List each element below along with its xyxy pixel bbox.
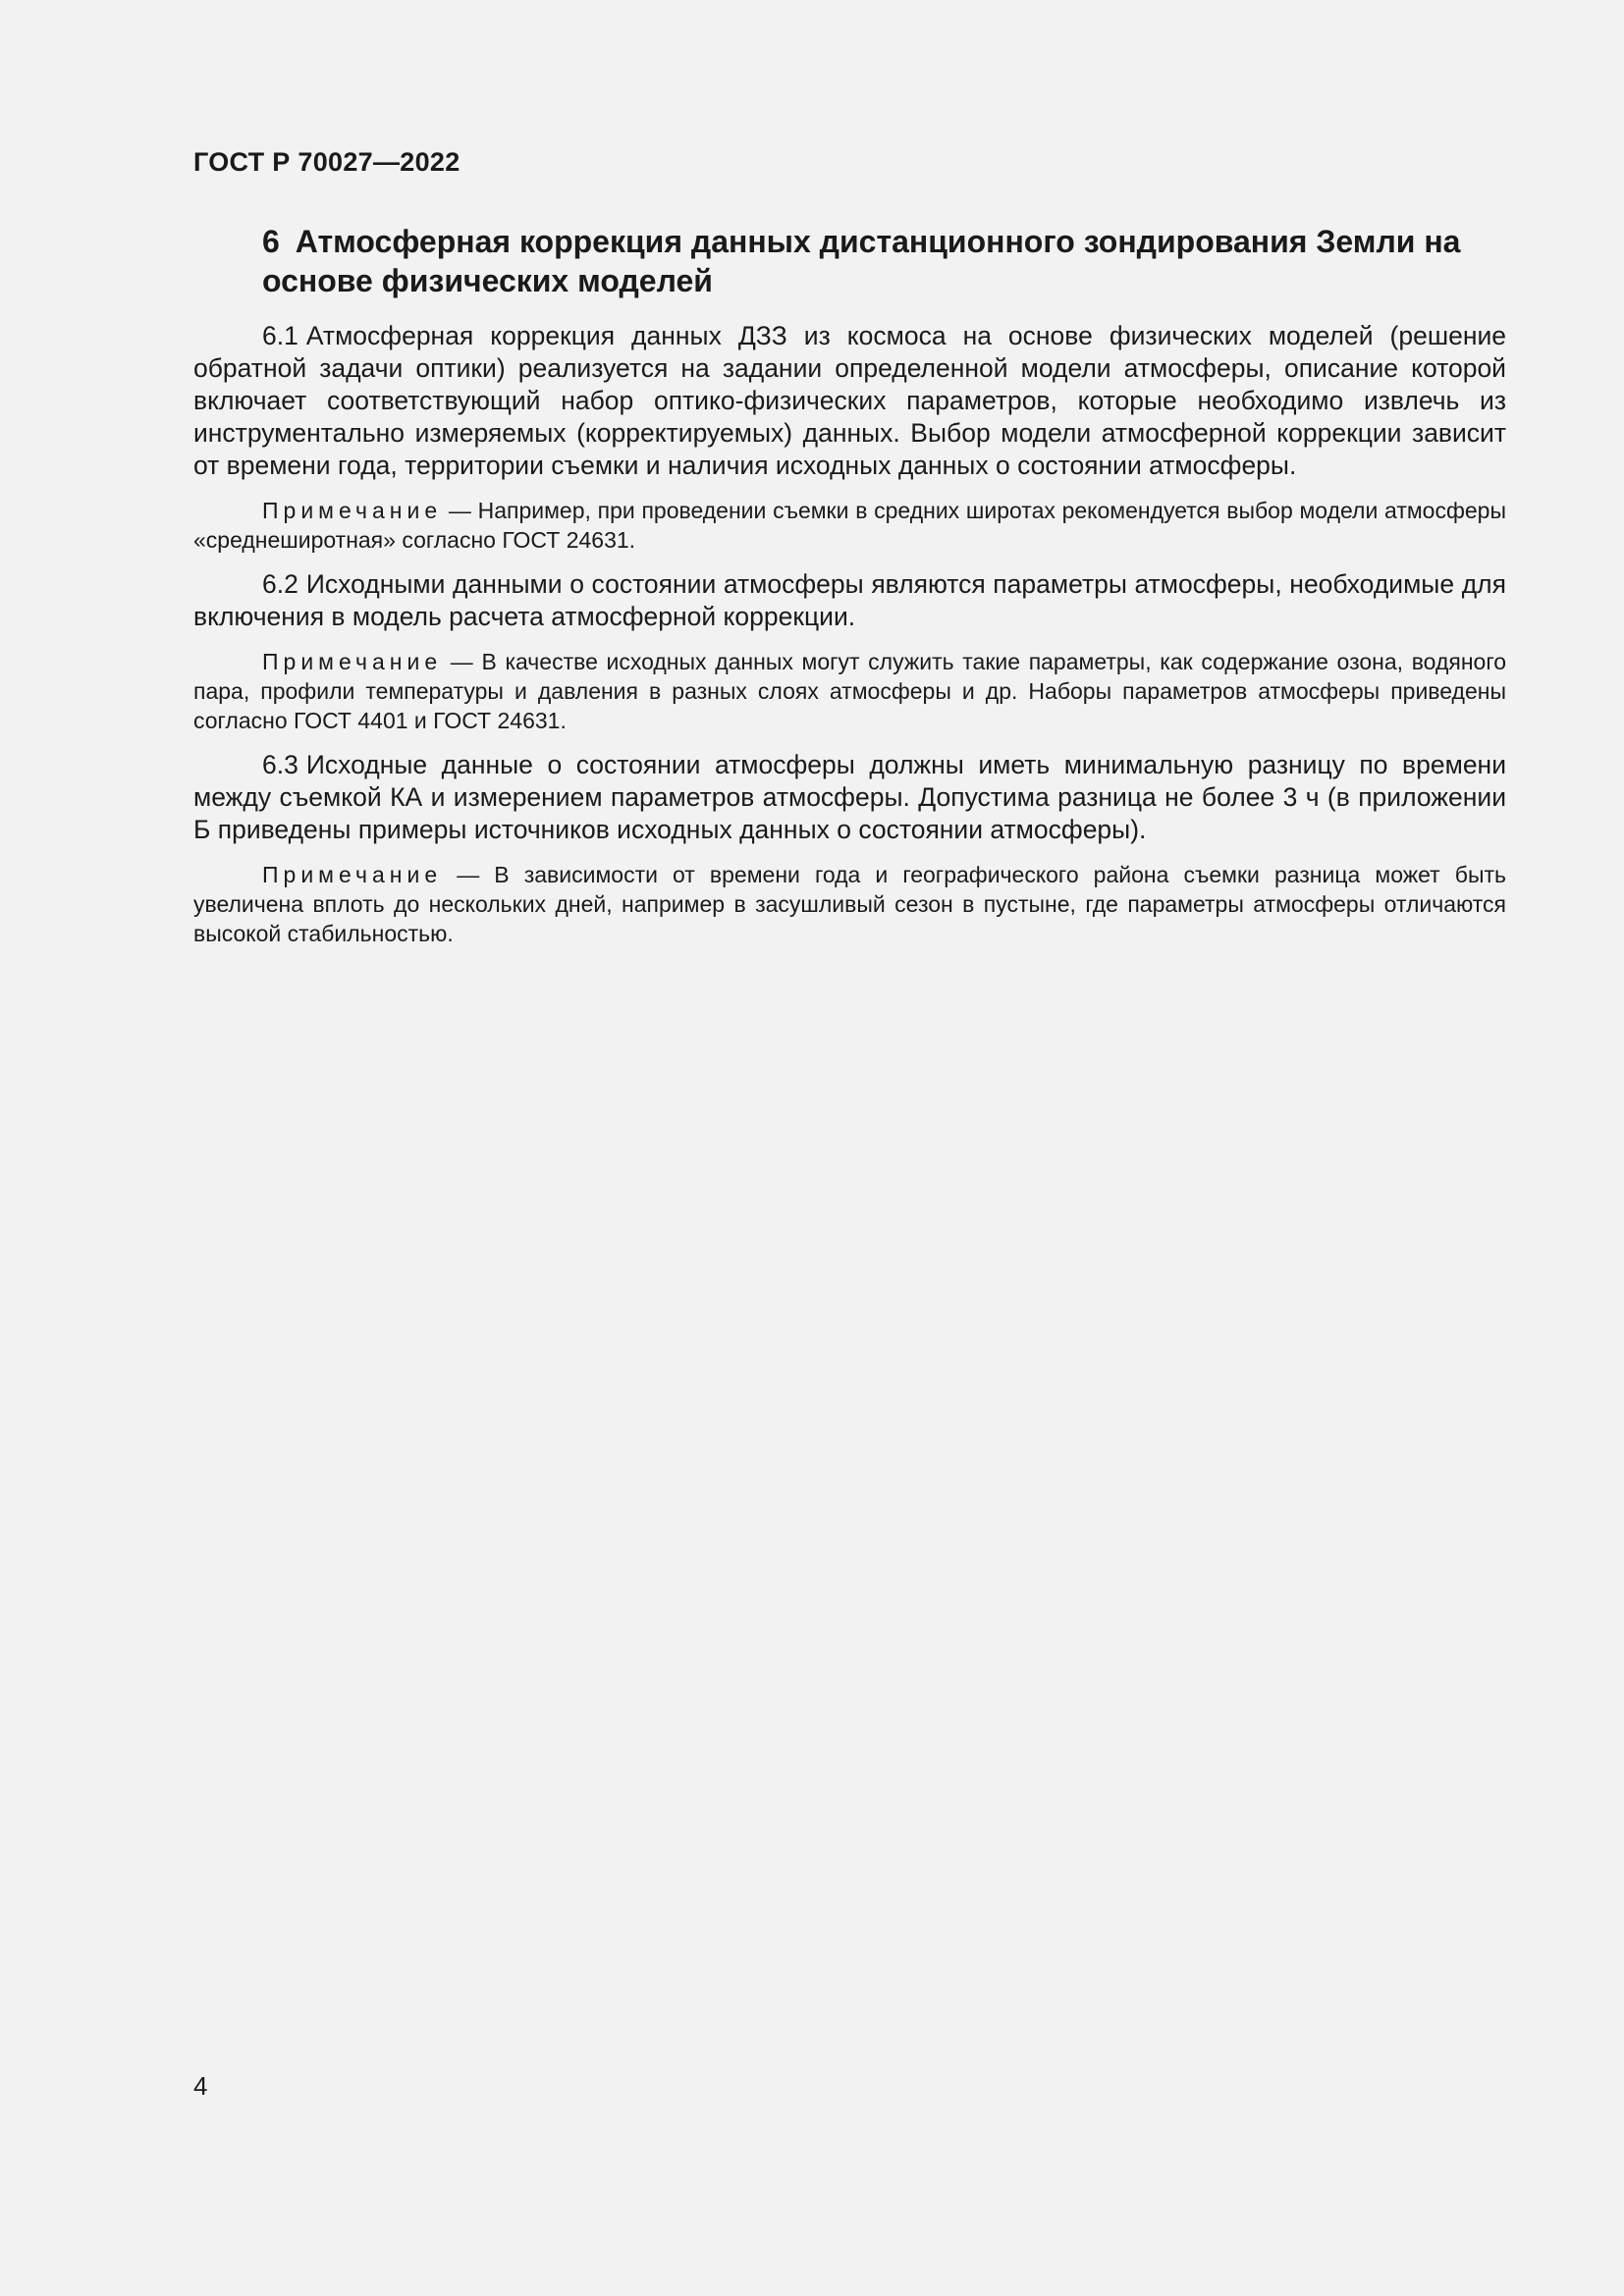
paragraph-number: 6.3 [262, 750, 298, 779]
paragraph-number: 6.1 [262, 321, 298, 350]
paragraph-text: Атмосферная коррекция данных ДЗЗ из космоса на основе физических моделей (решение обратной задачи оптики) реализуется на задании определенной модели атмосферы, описание которой включает соответствующий набор оптико-физических параметров, которые необходимо извлечь из инструментально измеряемых (корректируемых) данных. Выбор модели атмосферной коррекции зависит от времени года, территории съемки и наличия исходных данных о состоянии атмосферы. [193, 321, 1506, 480]
note-label: Примечание [262, 649, 443, 674]
document-body [193, 222, 1506, 962]
page-number: 4 [193, 2071, 208, 2101]
note-text: — Например, при проведении съемки в средних широтах рекомендуется выбор модели атмосферы «среднеширотная» согласно ГОСТ 24631. [193, 498, 1506, 553]
note-label: Примечание [262, 498, 443, 523]
paragraph-6-1 [193, 320, 1506, 482]
note-text: — В качестве исходных данных могут служить такие параметры, как содержание озона, водяного пара, профили температуры и давления в разных слоях атмосферы и др. Наборы параметров атмосферы приведены согласно ГОСТ 4401 и ГОСТ 24631. [193, 649, 1506, 733]
note-3 [193, 860, 1506, 948]
paragraph-number: 6.2 [262, 569, 298, 599]
section-title-text: Атмосферная коррекция данных дистанционного зондирования Земли на основе физических моделей [262, 224, 1461, 298]
paragraph-6-2 [193, 568, 1506, 633]
note-1 [193, 496, 1506, 555]
document-code-header: ГОСТ Р 70027—2022 [193, 147, 460, 177]
section-heading [193, 222, 1506, 300]
paragraph-text: Исходные данные о состоянии атмосферы должны иметь минимальную разницу по времени между съемкой КА и измерением параметров атмосферы. Допустима разница не более 3 ч (в приложении Б приведены примеры источников исходных данных о состоянии атмосферы). [193, 750, 1506, 844]
section-number: 6 [262, 224, 280, 259]
paragraph-text: Исходными данными о состоянии атмосферы являются параметры атмосферы, необходимые для включения в модель расчета атмосферной коррекции. [193, 569, 1506, 631]
paragraph-6-3 [193, 749, 1506, 846]
note-label: Примечание [262, 862, 443, 887]
note-2 [193, 647, 1506, 735]
note-text: — В зависимости от времени года и географического района съемки разница может быть увеличена вплоть до нескольких дней, например в засушливый сезон в пустыне, где параметры атмосферы отличаются высокой стабильностью. [193, 862, 1506, 946]
